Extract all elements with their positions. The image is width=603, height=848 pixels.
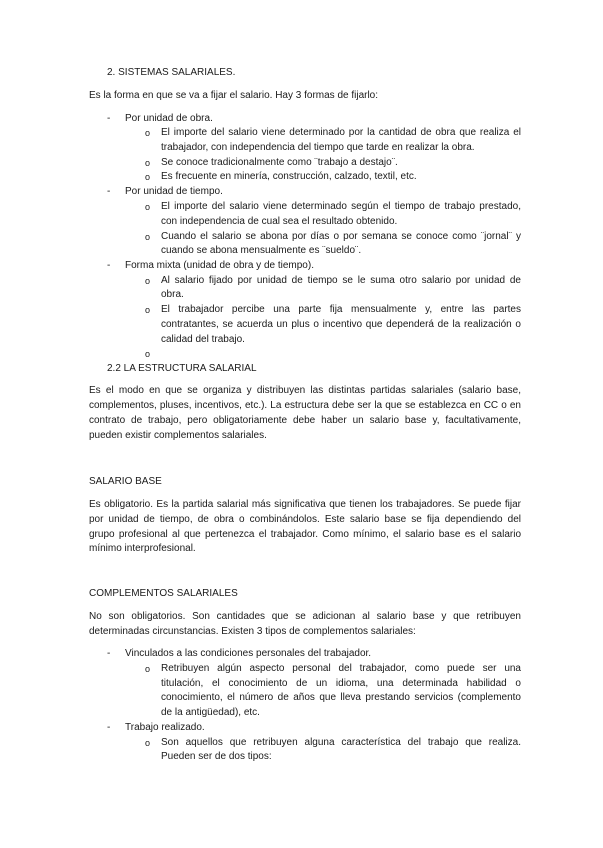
paragraph-line: complementos, pluses, incentivos, etc.). La estructura debe ser la que se establezca en CC o en (89, 400, 521, 411)
list-item-line: Cuando el salario se abona por días o por semana se conoce como ¨jornal¨ y (161, 231, 521, 242)
list-item-line: El trabajador percibe una parte fija mensualmente y, entre las partes (161, 304, 521, 315)
paragraph-line: pueden existir complementos salariales. (89, 430, 267, 441)
bullet-marker: o (145, 276, 151, 286)
list-item-line: de la antigüedad), etc. (161, 707, 260, 718)
bullet-marker: o (145, 202, 151, 212)
bullet-marker: o (145, 305, 151, 315)
list-item-line: El importe del salario viene determinado según el tiempo de trabajo prestado, (161, 201, 521, 212)
list-item-line: obra. (161, 289, 184, 300)
bullet-marker: o (145, 158, 151, 168)
section-title-estructura: 2.2 LA ESTRUCTURA SALARIAL (107, 363, 257, 374)
list-item-line: cuando se abona mensualmente es ¨sueldo¨. (161, 245, 362, 256)
type-label-personales: Vinculados a las condiciones personales del trabajador. (125, 648, 372, 659)
list-item-line: El importe del salario viene determinado por la cantidad de obra que realiza el (161, 127, 521, 138)
list-item-line: trabajador, con independencia del tiempo que tarde en realizar la obra. (161, 142, 475, 153)
paragraph-line: contrato de trabajo, pero obligatoriamente debe haber un salario base y, facultativamente, (89, 415, 521, 426)
bullet-marker: o (145, 349, 151, 359)
paragraph-line: Es obligatorio. Es la partida salarial más significativa que tienen los trabajadores. Se puede fijar (89, 499, 521, 510)
form-label-obra: Por unidad de obra. (125, 113, 213, 124)
list-dash: - (107, 260, 111, 271)
bullet-marker: o (145, 738, 151, 748)
type-label-trabajo: Trabajo realizado. (125, 722, 205, 733)
list-dash: - (107, 648, 111, 659)
list-item-line: contratantes, se acuerda un plus o incentivo que dependerá de la realización o (161, 319, 521, 330)
bullet-marker: o (145, 172, 151, 182)
list-item-line: Son aquellos que retribuyen alguna característica del trabajo que realiza. (161, 737, 521, 748)
section-intro: Es la forma en que se va a fijar el salario. Hay 3 formas de fijarlo: (89, 90, 379, 101)
bullet-marker: o (145, 664, 151, 674)
form-label-tiempo: Por unidad de tiempo. (125, 186, 223, 197)
paragraph-line: grupo profesional al que pertenezca el trabajador. Como mínimo, el salario base es el salario (89, 529, 521, 540)
section-title-salario-base: SALARIO BASE (89, 476, 162, 487)
list-item-line: con independencia de cual sea el resultado obtenido. (161, 216, 398, 227)
list-item-line: Es frecuente en minería, construcción, calzado, textil, etc. (161, 171, 417, 182)
paragraph-line: No son obligatorios. Son cantidades que se adicionan al salario base y que retribuyen (89, 611, 521, 622)
bullet-marker: o (145, 128, 151, 138)
list-item-line: conocimiento, el número de años que lleva prestando servicios (complemento (161, 692, 521, 703)
paragraph-line: mínimo interprofesional. (89, 543, 196, 554)
list-item-line: titulación, el conocimiento de un idioma, una determinada habilidad o (161, 678, 521, 689)
list-item-line: Al salario fijado por unidad de tiempo se le suma otro salario por unidad de (161, 275, 521, 286)
paragraph-line: determinadas circunstancias. Existen 3 tipos de complementos salariales: (89, 626, 416, 637)
list-dash: - (107, 186, 111, 197)
list-item-line: Pueden ser de dos tipos: (161, 751, 272, 762)
form-label-mixta: Forma mixta (unidad de obra y de tiempo). (125, 260, 314, 271)
section-title-complementos: COMPLEMENTOS SALARIALES (89, 588, 238, 599)
list-dash: - (107, 722, 111, 733)
paragraph-line: Es el modo en que se organiza y distribuyen las distintas partidas salariales (salario base, (89, 385, 521, 396)
paragraph-line: por unidad de tiempo, de obra o combinándolos. Este salario base se fija dependiendo del (89, 514, 521, 525)
list-dash: - (107, 113, 111, 124)
list-item-line: Se conoce tradicionalmente como ¨trabajo a destajo¨. (161, 157, 398, 168)
section-title-sistemas: 2. SISTEMAS SALARIALES. (107, 67, 236, 78)
bullet-marker: o (145, 232, 151, 242)
list-item-line: calidad del trabajo. (161, 334, 245, 345)
list-item-line: Retribuyen algún aspecto personal del trabajador, como puede ser una (161, 663, 521, 674)
